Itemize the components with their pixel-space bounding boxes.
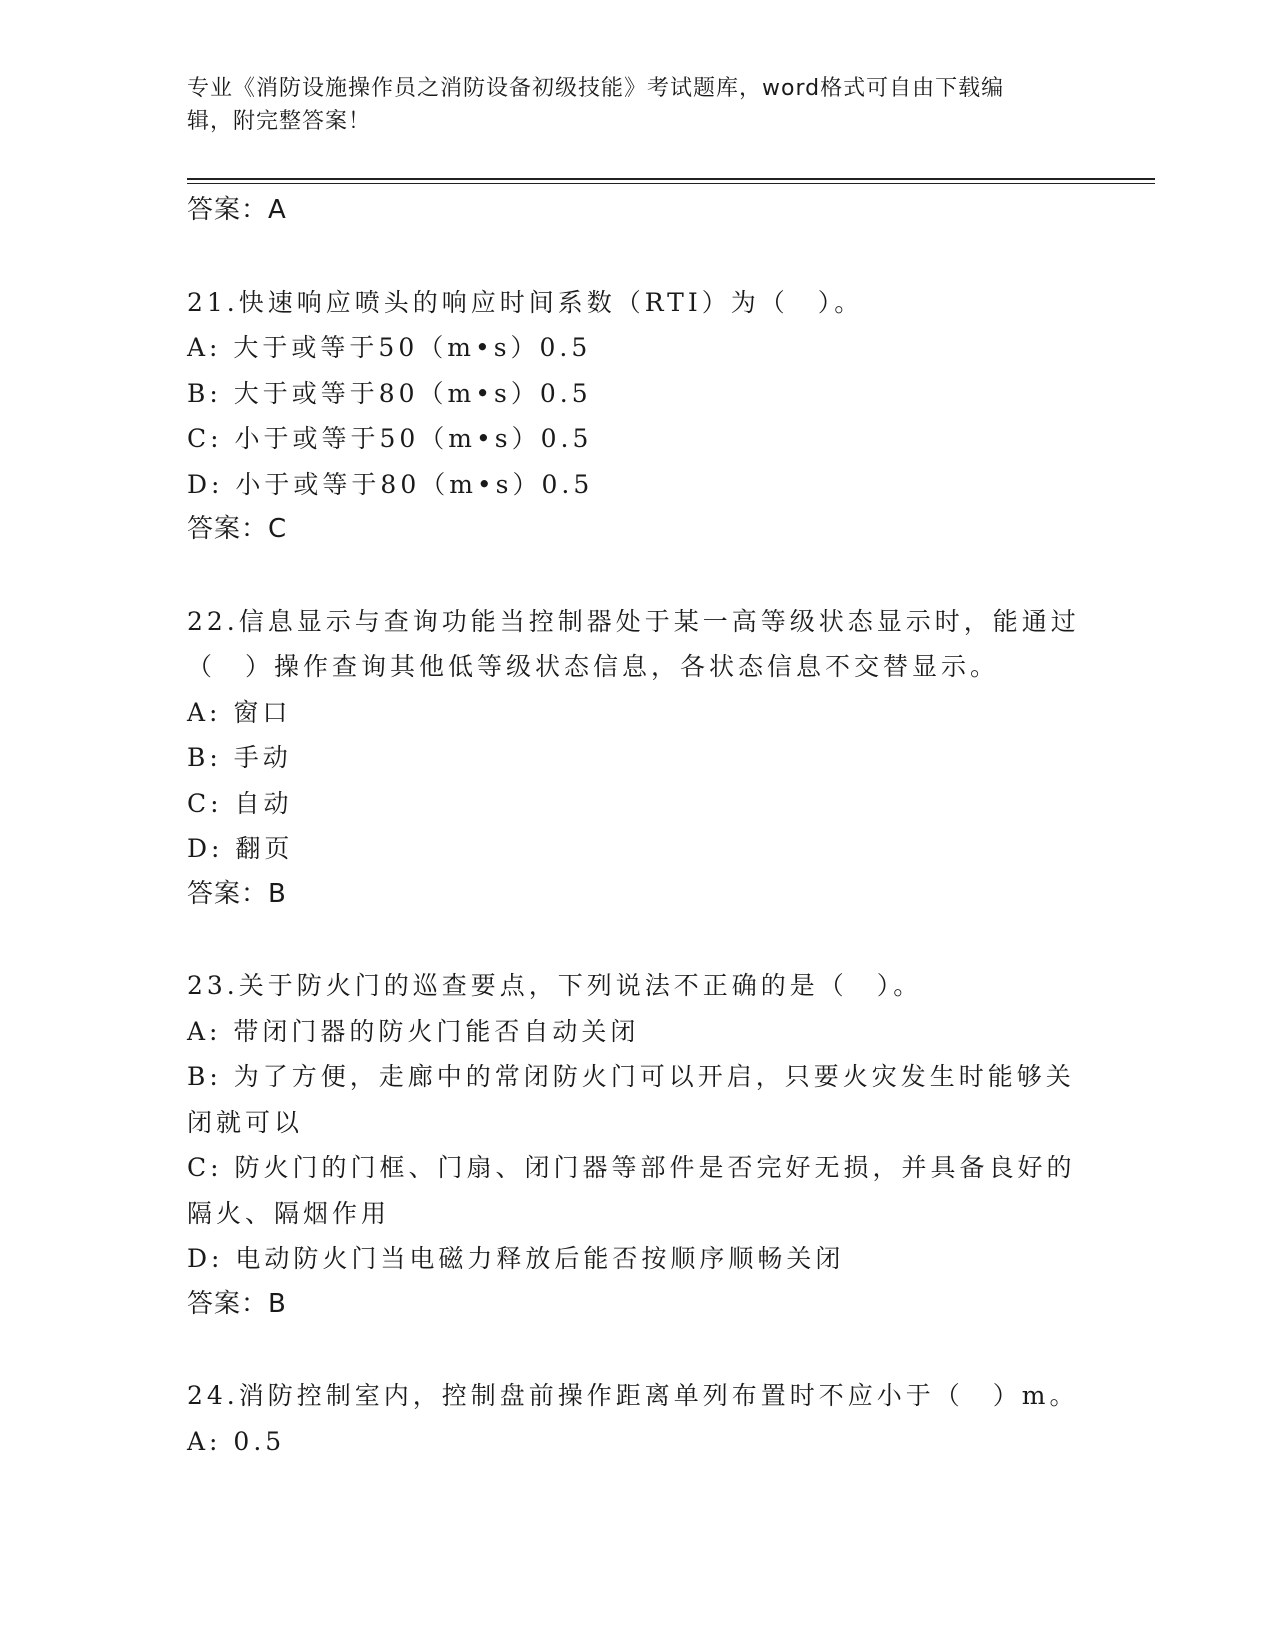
- option-c: C: 防火门的门框、门扇、闭门器等部件是否完好无损，并具备良好的: [187, 1153, 1076, 1182]
- question-block: [187, 963, 1087, 1327]
- spacer: [187, 1327, 1087, 1373]
- option-d: D: 电动防火门当电磁力释放后能否按顺序顺畅关闭: [187, 1244, 845, 1273]
- option-d: D: 小于或等于80（m•s）0.5: [187, 469, 594, 499]
- question-stem: 22.信息显示与查询功能当控制器处于某一高等级状态显示时，能通过: [187, 606, 1080, 636]
- question-stem: 21.快速响应喷头的响应时间系数（RTI）为（ ）。: [187, 287, 864, 317]
- option-b-continued: 闭就可以: [187, 1107, 304, 1137]
- answer-line: 答案：B: [187, 1288, 287, 1319]
- question-block: [187, 599, 1087, 918]
- option-a: A: 带闭门器的防火门能否自动关闭: [187, 1016, 640, 1046]
- option-c-continued: 隔火、隔烟作用: [187, 1198, 391, 1228]
- option-c: C: 自动: [187, 788, 293, 818]
- option-b: B: 大于或等于80（m•s）0.5: [187, 378, 592, 408]
- option-a: A: 大于或等于50（m•s）0.5: [187, 333, 592, 362]
- option-a: A: 窗口: [187, 697, 292, 727]
- option-c: C: 小于或等于50（m•s）0.5: [187, 424, 593, 453]
- header-divider-thick: [187, 178, 1155, 180]
- answer-line: 答案：C: [187, 514, 288, 544]
- question-stem: 24.消防控制室内，控制盘前操作距离单列布置时不应小于（ ）m。: [187, 1381, 1079, 1410]
- question-list: [187, 188, 1087, 1464]
- question-stem: 23.关于防火门的巡查要点，下列说法不正确的是（ ）。: [187, 971, 923, 1000]
- header-divider-thin: [187, 183, 1155, 184]
- option-a: A: 0.5: [187, 1426, 286, 1456]
- spacer: [187, 553, 1087, 599]
- option-b: B: 手动: [187, 743, 292, 772]
- answer-line: 答案：A: [187, 195, 287, 225]
- question-stem-continued: （ ）操作查询其他低等级状态信息，各状态信息不交替显示。: [187, 652, 1000, 681]
- spacer: [187, 234, 1087, 280]
- document-header: [187, 72, 1067, 138]
- answer-line: 答案：B: [187, 878, 287, 909]
- option-b: B: 为了方便，走廊中的常闭防火门可以开启，只要火灾发生时能够关: [187, 1062, 1075, 1091]
- option-d: D: 翻页: [187, 834, 294, 863]
- question-block: [187, 1373, 1087, 1464]
- header-line-1: 专业《消防设施操作员之消防设备初级技能》考试题库，word格式可自由下载编: [187, 76, 1005, 101]
- question-block: [187, 280, 1087, 553]
- spacer: [187, 917, 1087, 963]
- header-line-2: 辑，附完整答案！: [187, 109, 372, 134]
